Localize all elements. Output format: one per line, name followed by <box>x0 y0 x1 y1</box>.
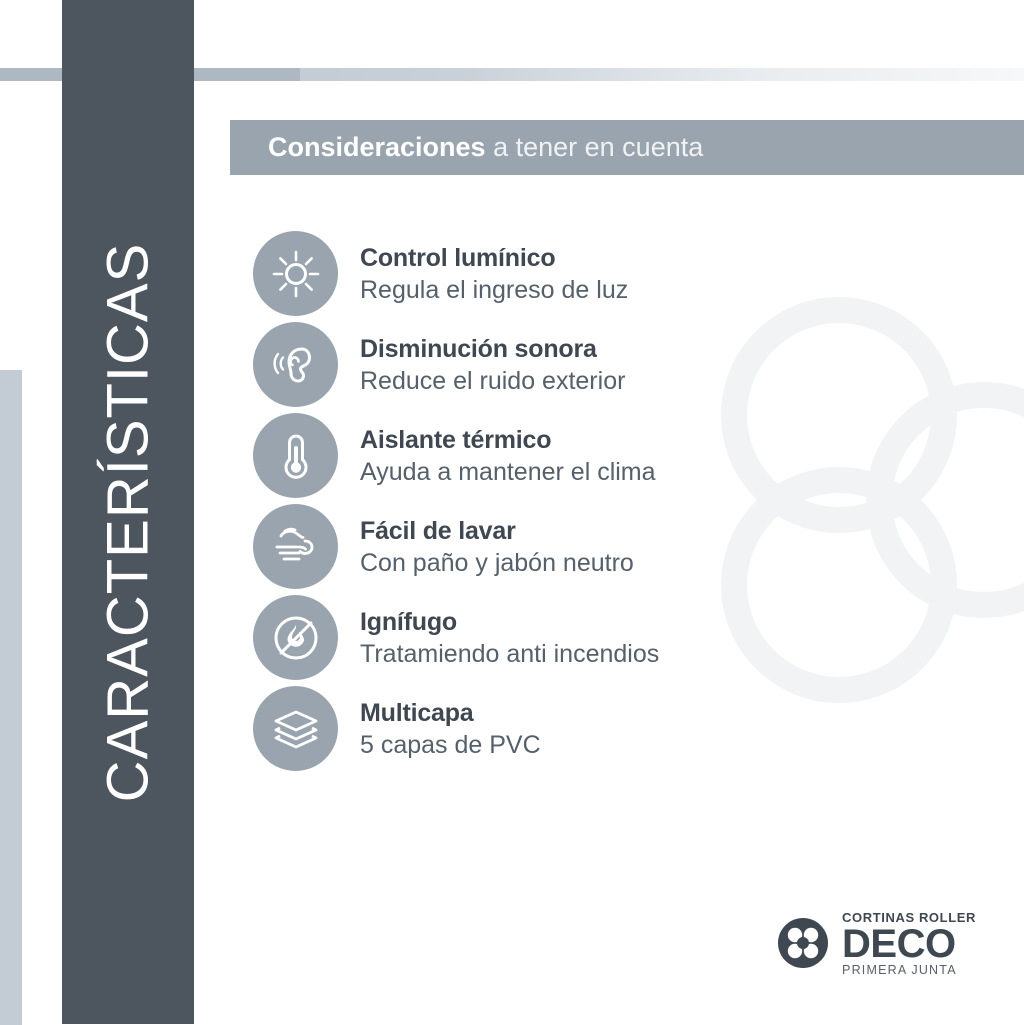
ear-sound-icon <box>253 322 338 407</box>
feature-title: Fácil de lavar <box>360 516 516 545</box>
feature-text <box>360 424 656 488</box>
brand-tagline-top: CORTINAS ROLLER <box>842 909 976 925</box>
feature-subtitle: Tratamiendo anti incendios <box>360 640 660 669</box>
feature-subtitle: 5 capas de PVC <box>360 731 541 760</box>
feature-text <box>360 697 541 761</box>
section-header-bar <box>230 120 1024 175</box>
feature-item <box>253 592 993 683</box>
feature-item <box>253 683 993 774</box>
vertical-page-title <box>62 0 194 1024</box>
hand-washing-cloth-icon <box>253 504 338 589</box>
vertical-page-title-text: CARACTERÍSTICAS <box>95 242 161 802</box>
feature-subtitle: Reduce el ruido exterior <box>360 367 626 396</box>
feature-title: Aislante térmico <box>360 425 552 454</box>
feature-title: Multicapa <box>360 698 474 727</box>
sun-icon <box>253 231 338 316</box>
feature-item <box>253 410 993 501</box>
feature-item <box>253 501 993 592</box>
left-accent-rail <box>0 370 22 1025</box>
feature-item <box>253 319 993 410</box>
section-header-text <box>230 132 703 163</box>
brand-logo <box>776 911 976 977</box>
brand-name: DECO <box>842 921 956 966</box>
feature-title: Control lumínico <box>360 243 556 272</box>
feature-title: Disminución sonora <box>360 334 597 363</box>
section-header-light: a tener en cuenta <box>485 132 704 162</box>
brand-tagline-bottom: PRIMERA JUNTA <box>842 962 957 977</box>
layers-icon <box>253 686 338 771</box>
feature-title: Ignífugo <box>360 607 457 636</box>
feature-list <box>253 228 993 774</box>
feature-text <box>360 333 625 397</box>
brand-logo-text <box>842 911 976 977</box>
feature-item <box>253 228 993 319</box>
feature-text <box>360 515 634 579</box>
section-header-bold: Consideraciones <box>268 132 486 162</box>
deco-flower-mark-icon <box>776 916 830 970</box>
feature-subtitle: Ayuda a mantener el clima <box>360 458 656 487</box>
flame-shield-icon <box>253 595 338 680</box>
feature-text <box>360 242 628 306</box>
thermometer-icon <box>253 413 338 498</box>
feature-subtitle: Regula el ingreso de luz <box>360 276 629 305</box>
feature-text <box>360 606 659 670</box>
feature-subtitle: Con paño y jabón neutro <box>360 549 634 578</box>
